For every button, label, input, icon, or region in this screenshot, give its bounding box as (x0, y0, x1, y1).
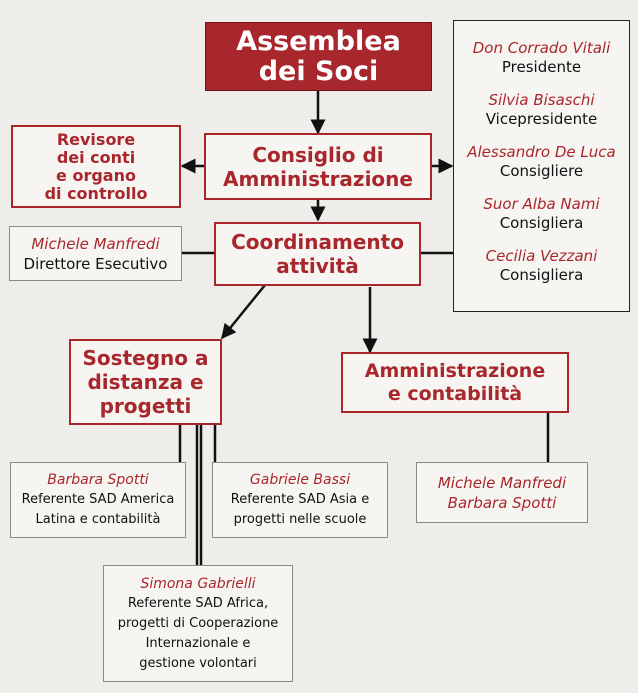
member-item (467, 143, 615, 181)
admin-staff-name1: Michele Manfredi (437, 473, 567, 492)
director-role: Direttore Esecutivo (23, 254, 168, 273)
admin-line2: e contabilità (387, 382, 523, 405)
coordination-box (214, 222, 421, 286)
support-line1: Sostegno a (82, 346, 209, 370)
ref-america-line1: Referente SAD America (21, 492, 175, 507)
assembly-box (205, 22, 432, 91)
member-role: Consigliera (499, 214, 584, 232)
board-box (204, 133, 432, 200)
ref-asia-line2: progetti nelle scuole (233, 512, 367, 527)
assembly-line2: dei Soci (258, 55, 379, 87)
ref-asia-line1: Referente SAD Asia e (230, 492, 370, 507)
director-box (9, 226, 182, 281)
arrow-coordination-support (222, 285, 265, 338)
admin-staff-name2: Barbara Spotti (447, 493, 557, 512)
support-line3: progetti (99, 394, 192, 418)
assembly-line1: Assemblea (236, 25, 401, 57)
auditor-line4: di controllo (44, 183, 148, 203)
coordination-line2: attività (276, 254, 359, 278)
ref-africa-line3: Internazionale e (145, 635, 251, 651)
auditor-box (11, 125, 181, 208)
ref-america-name: Barbara Spotti (47, 472, 149, 488)
member-name: Silvia Bisaschi (488, 91, 595, 109)
ref-africa-box (103, 565, 293, 682)
coordination-line1: Coordinamento (231, 230, 404, 254)
ref-america-line2: Latina e contabilità (35, 512, 161, 527)
support-line2: distanza e (87, 370, 204, 394)
board-line2: Amministrazione (223, 166, 413, 191)
support-box (69, 339, 222, 425)
auditor-line3: e organo (56, 165, 136, 185)
ref-africa-line2: progetti di Cooperazione (117, 615, 279, 631)
ref-america-box (10, 462, 186, 538)
admin-staff-box (416, 462, 588, 523)
member-role: Consigliera (499, 266, 584, 284)
ref-asia-box (212, 462, 388, 538)
member-item (473, 39, 610, 77)
auditor-line2: dei conti (56, 147, 136, 167)
member-item (486, 91, 598, 129)
board-members-box (453, 20, 630, 312)
ref-asia-name: Gabriele Bassi (249, 472, 351, 488)
auditor-line1: Revisore (56, 129, 136, 149)
member-role: Consigliere (499, 162, 584, 180)
director-name: Michele Manfredi (31, 234, 160, 253)
admin-line1: Amministrazione (364, 359, 546, 382)
ref-africa-line1: Referente SAD Africa, (127, 595, 269, 611)
member-name: Suor Alba Nami (483, 195, 600, 213)
ref-africa-line4: gestione volontari (139, 655, 257, 671)
member-item (486, 247, 598, 285)
board-line1: Consiglio di (252, 142, 384, 167)
member-role: Presidente (501, 58, 582, 76)
member-role: Vicepresidente (485, 110, 598, 128)
member-item (483, 195, 599, 233)
ref-africa-name: Simona Gabrielli (140, 575, 256, 592)
member-name: Alessandro De Luca (467, 143, 616, 161)
member-name: Don Corrado Vitali (472, 39, 611, 57)
admin-box (341, 352, 569, 413)
member-name: Cecilia Vezzani (485, 247, 598, 265)
